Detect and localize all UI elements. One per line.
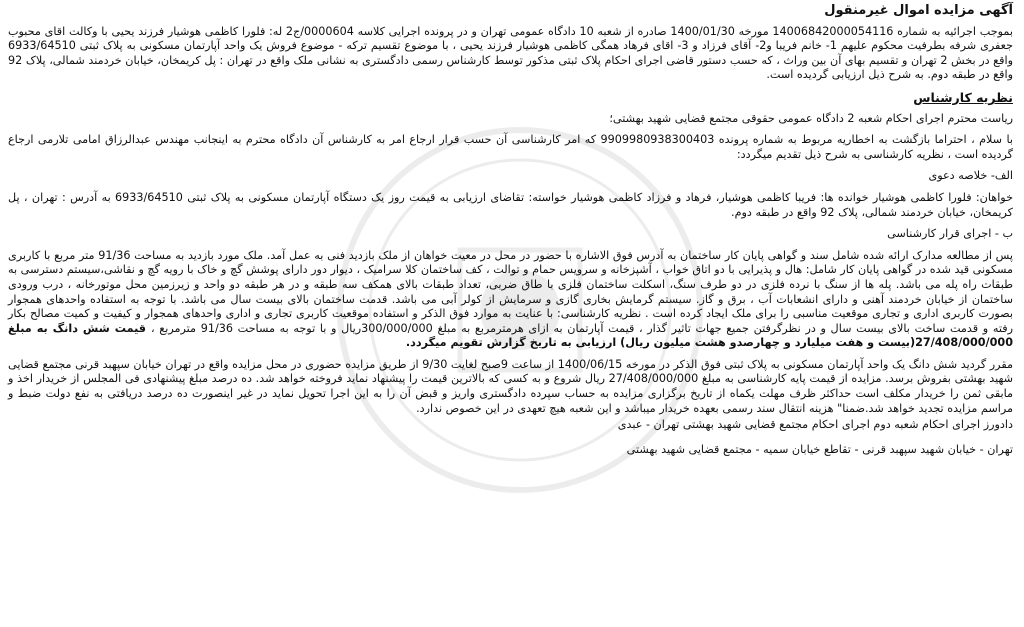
valuation-statement: قیمت شش دانگ به مبلغ 27/408/000/000(بیست و هفت میلیارد و چهارصدو هشت میلیون ریال) ارزیابی به تاریخ گزارش تقویم میگردد. (8, 321, 1013, 350)
summary-heading: الف- خلاصه دعوی (928, 169, 1013, 183)
auction-paragraph: مقرر گردید شش دانگ یک واحد آپارتمان مسکونی به پلاک ثبتی فوق الذکر در مورخه 1400/06/15 از ساعت 9صبح لغایت 9/30 از طریق مزایده حضوری در محل مزایده واقع در تهران خیابان سپهبد قرنی مجتمع قضایی شهید بهشتی بفروش برسد. مزایده از قیمت پایه کارشناسی به مبلغ 27/408/000/000 ریال شروع و به کسی که بالاترین قیمت را پیشنهاد نماید فروخته خواهد شد. ده درصد مبلغ پیشنهادی فی المجلس از خریدار اخذ و مابقی ثمن را خریدار مکلف است حداکثر ظرف مهلت یکماه از تاریخ برگزاری مزایده به حساب سپرده دادگستری واریز و قبض آن را به این اجرا تحویل نماید در غیر اینصورت ده درصد دریافتی به نفع دولت ضبط و مراسم مزایده تجدید خواهد شد.ضمنا" هزینه انتقال سند رسمی بعهده خریدار میباشد و این شعبه هیچ تعهدی در این خصوص ندارد. (8, 357, 1013, 415)
signature-line: دادورز اجرای احکام شعبه دوم اجرای احکام مجتمع قضایی شهید بهشتی تهران - عبدی (617, 418, 1013, 432)
execution-paragraph (8, 249, 1013, 351)
greeting-paragraph: با سلام ، احتراما بازگشت به اخطاریه مربوط به شماره پرونده 9909980938300403 که امر کارشناسی آن حسب قرار ارجاع امر به کارشناس آن دادگاه محترم به اینجانب مهندس عبدالرزاق امامی تلارمی ارجاع گردیده است ، نظریه کارشناسی به شرح ذیل تقدیم میگردد: (8, 133, 1013, 161)
execution-heading: ب - اجرای قرار کارشناسی (887, 227, 1013, 241)
notice-title: آگهی مزایده اموال غیرمنقول (824, 3, 1013, 18)
court-address: تهران - خیابان شهید سپهبد قرنی - تقاطع خیابان سمیه - مجتمع قضایی شهید بهشتی (626, 442, 1013, 456)
auction-notice (8, 4, 1013, 457)
intro-paragraph: بموجب اجرائیه به شماره 14006842000054116 مورخه 1400/01/30 صادره از شعبه 10 دادگاه عمومی تهران و در پرونده اجرایی کلاسه 0000604/ج2 له: فلورا کاظمی هوشیار فرزند یحیی با وکالت اقای محبوب جعفری شرفه بطرفیت محکوم علیهم 1- خانم فریبا و2- آقای فرزاد و 3- اقای فرهاد همگی کاظمی هوشیار فرزند یحیی ، با موضوع تقسیم ترکه - موضوع فروش یک واحد آپارتمان مسکونی به پلاک ثبتی 6933/64510 واقع در بخش 2 تهران و تقسیم بهای آن بین وراث ، که حسب دستور قاضی اجرای احکام پلاک ثبتی مذکور توسط کارشناس رسمی دادگستری به نشانی ملک واقع در تهران : پل کریمخان، خیابان خردمند شمالی، پلاک 92 واقع در طبقه دوم. به شرح ذیل ارزیابی گردیده است. (8, 24, 1013, 82)
addressee-line: ریاست محترم اجرای احکام شعبه 2 دادگاه عمومی حقوقی مجتمع قضایی شهید بهشتی؛ (609, 111, 1013, 125)
expert-opinion-heading: نظریه کارشناس (913, 89, 1013, 105)
summary-paragraph: خواهان: فلورا کاظمی هوشیار خوانده ها: فریبا کاظمی هوشیار، فرهاد و فرزاد کاظمی هوشیار خواسته: تقاضای ارزیابی به قیمت روز یک دستگاه آپارتمان مسکونی به پلاک ثبتی 6933/64510 به آدرس : تهران ، پل کریمخان، خیابان خردمند شمالی، پلاک 92 واقع در طبقه دوم. (8, 190, 1013, 219)
execution-body: پس از مطالعه مدارک ارائه شده شامل سند و گواهی پایان کار ساختمان به آدرس فوق الاشاره با حضور در محل در معیت خواهان از ملک بازدید فنی به عمل آمد. ملک مورد بازدید به مساحت 91/36 متر مربع با کاربری مسکونی قید شده در گواهی پایان کار شامل: هال و پذیرایی با دو اتاق خواب ، آشپزخانه و سرویس حمام و توالت ، کف ساختمان کلا سرامیک ، دیوار دور دارای پوشش گچ و خاک با رویه گچ و نقاشی،سیستم دسترسی به طبقات راه پله می باشد. پله ها از سنگ با نرده فلزی در دو طرف سنگ، اسکلت ساختمان فلزی با طاق ضربی، تعداد طبقات بالای همکف سه طبقه و در هر طبقه دو واحد و زیرزمین محل موتورخانه ، درب ورودی ساختمان از خیابان خردمند آهنی و دارای انشعابات آب ، برق و گاز. سیستم گرمایش بخاری گازی و سرمایش از کولر آبی می باشد. قدمت ساختمان بالای بیست سال می باشد. با توجه به استفاده واحدهای همجوار بصورت کاربری اداری و تجاری موقعیت مناسبی را برای ملک ایجاد کرده است . نظریه کارشناسی: با عنایت به موارد فوق الذکر و استفاده موقعیت کاربری تجاری و اداری واحدهای همجوار و کیفیت و کمیت مصالح بکار رفته و قدمت ساخت بالای بیست سال و در نظرگرفتن جمیع جهات تاثیر گذار ، قیمت آپارتمان به ازای هرمترمربع به مبلغ 300/000/000ریال و با توجه به مساحت 91/36 مترمربع ، (8, 248, 1014, 335)
